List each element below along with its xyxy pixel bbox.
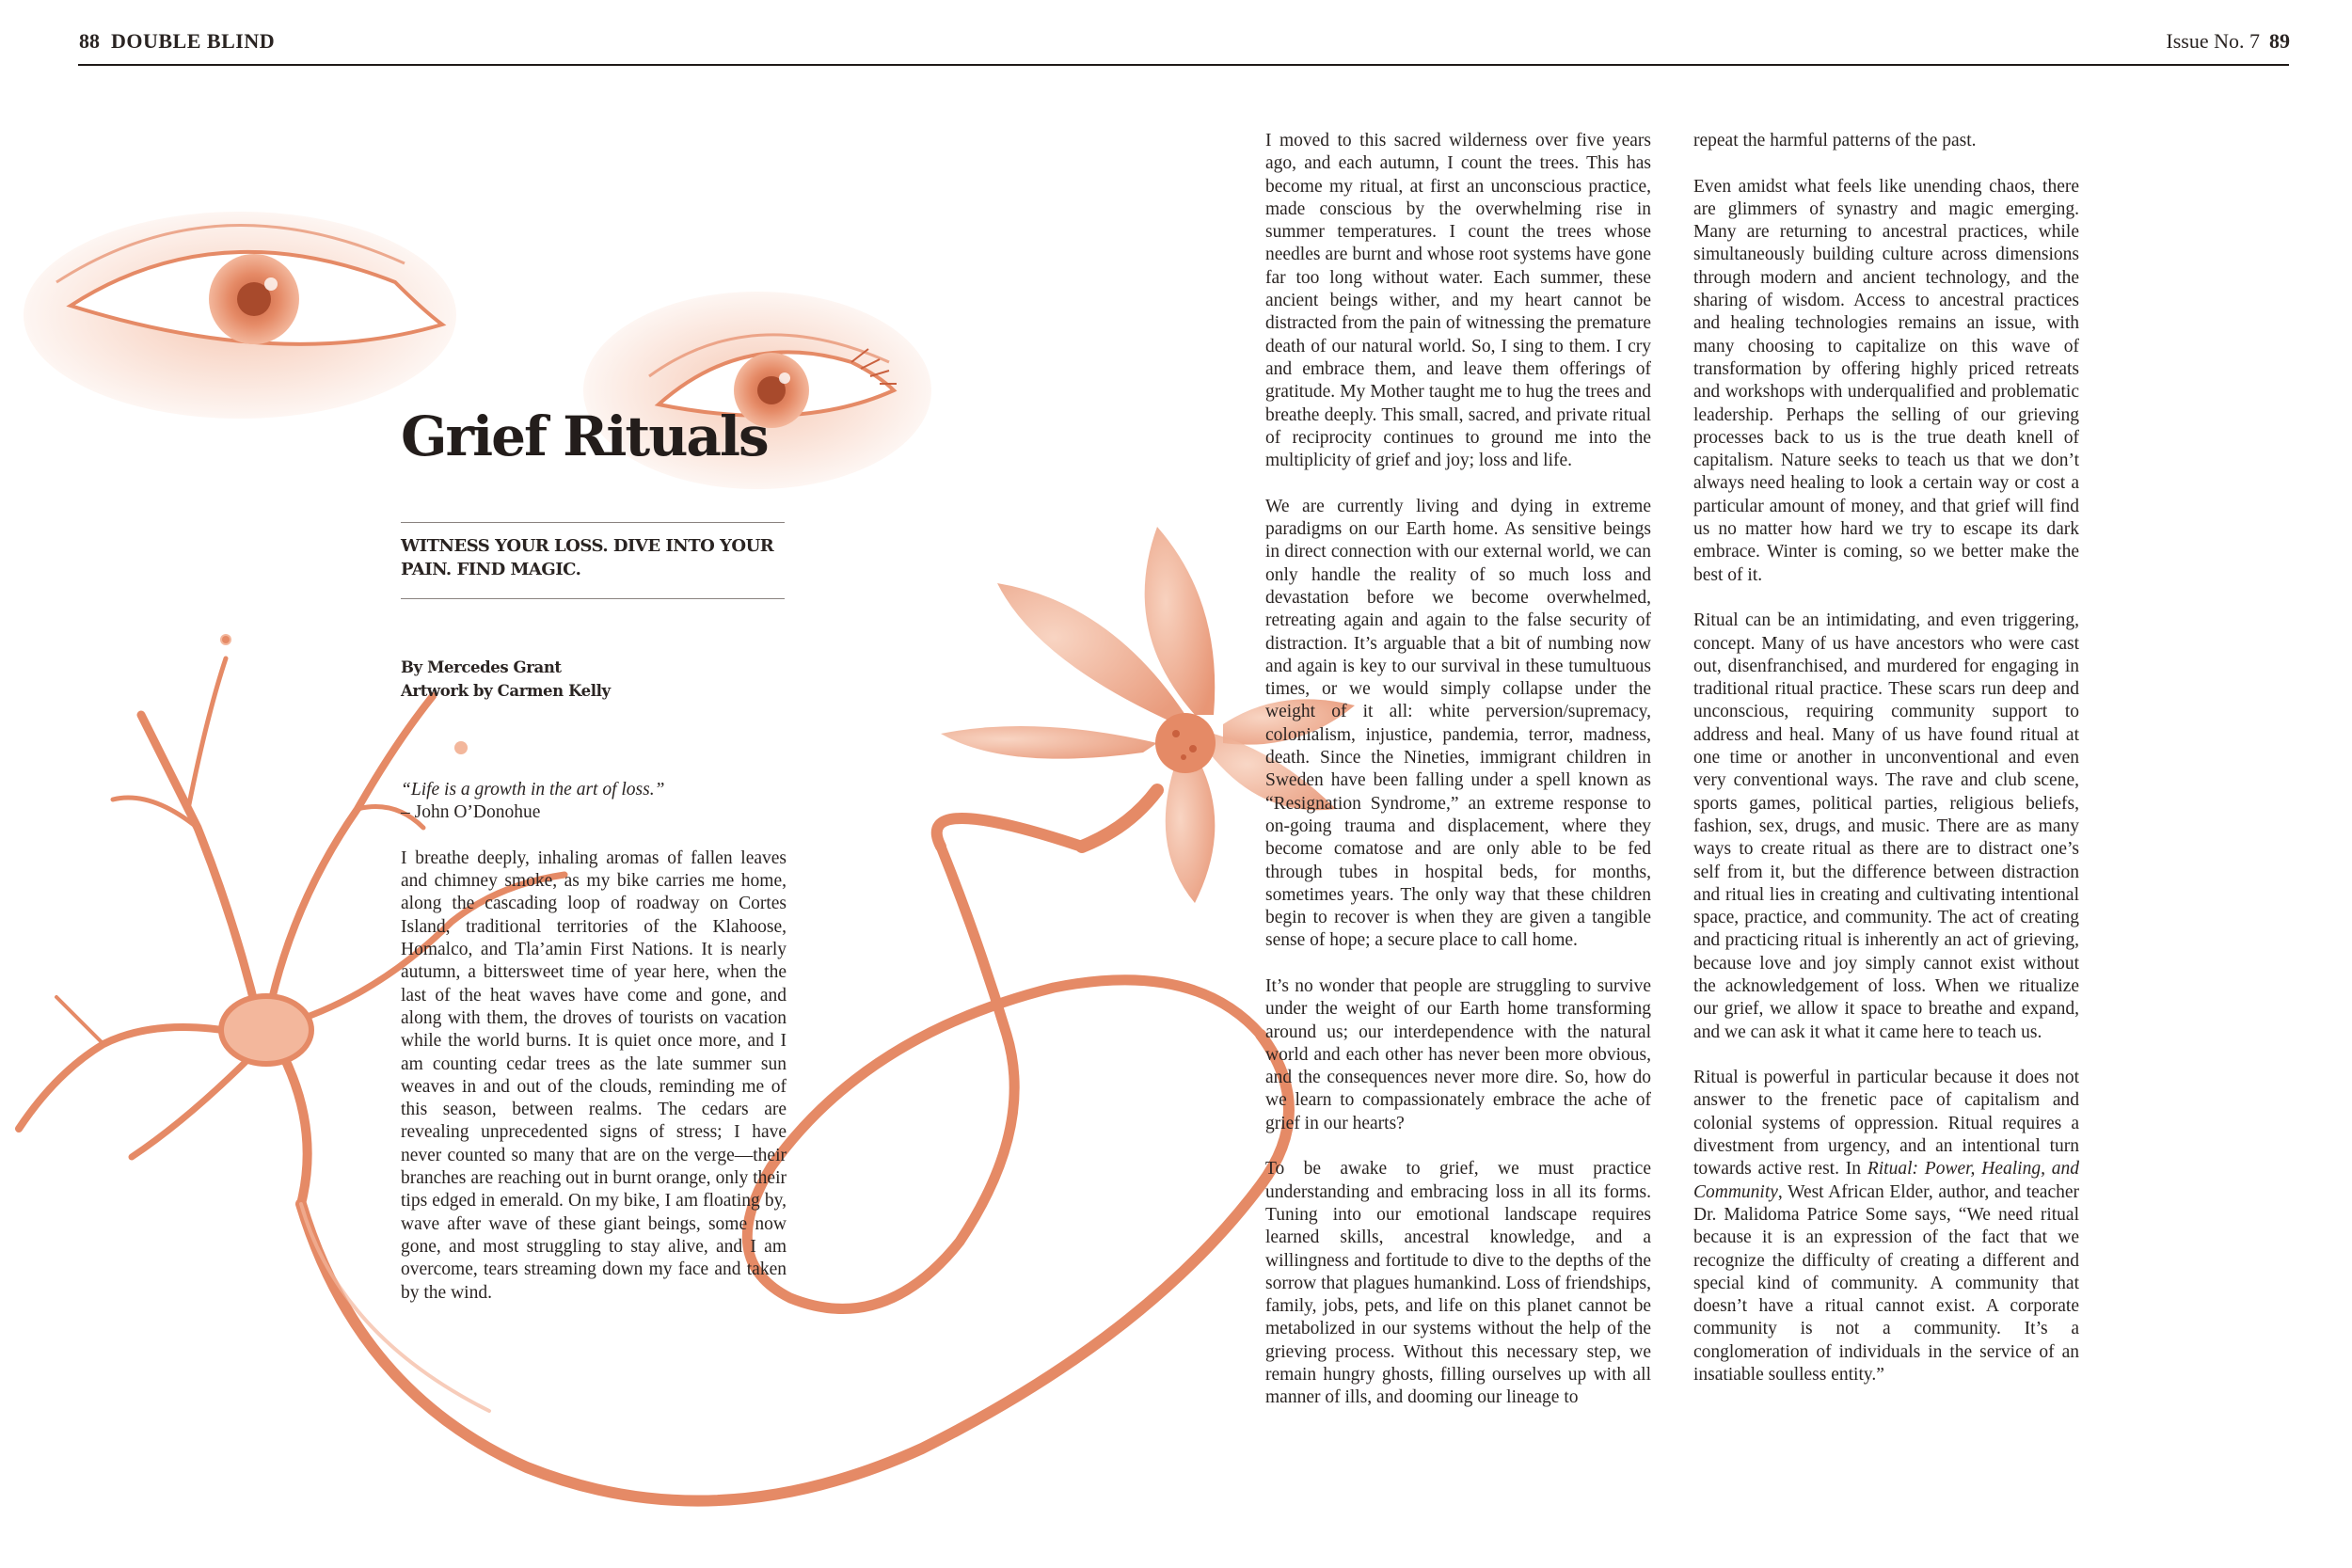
epigraph-attribution: – John O’Donohue xyxy=(401,802,541,823)
paragraph: To be awake to grief, we must practice understanding and embracing loss in all its forms. Tuning into our emotional landscape requires learned skills, ancestral knowledge, and a willingness and fortitude to dive to the depths of the sorrow that plagues humankind. Loss of friendships, family, jobs, pets, and life on this planet cannot be metabolized in our systems without the help of the grieving process. Without this necessary step, we remain hungry ghosts, filling ourselves up with all manner of ills, and dooming our lineage to xyxy=(1265,1159,1651,1408)
article-column-3 xyxy=(1693,130,2079,1410)
header-rule xyxy=(78,64,2289,66)
paragraph: Even amidst what feels like unending chaos, there are glimmers of synastry and magic emerging. Many are returning to ancestral practices, while simultaneously building culture across dimensions through modern and ancient technology, and the sharing of wisdom. Access to ancestral practices and healing technologies remains an issue, with many choosing to capitalize on this wave of transformation by offering highly priced retreats and workshops with underqualified and problematic leadership. Perhaps the selling of our grieving processes back to us is the true death knell of capitalism. Nature seeks to teach us that we don’t always need healing to look a certain way or cost a particular amount of money, and that grief will find us no matter how hard we try to escape its dark embrace. Winter is coming, so we better make the best of it. xyxy=(1693,176,2079,585)
book-title: Ritual: Power, Healing, and Community xyxy=(1693,1159,2080,1202)
artwork-credit: Artwork by Carmen Kelly xyxy=(401,682,611,700)
right-page-number: 89 xyxy=(2269,29,2290,53)
epigraph xyxy=(401,779,787,825)
article-column-2 xyxy=(1265,130,1651,1433)
paragraph: repeat the harmful patterns of the past. xyxy=(1693,131,1977,150)
article-column-1 xyxy=(401,779,787,1327)
paragraph: We are currently living and dying in extreme paradigms on our Earth home. As sensitive beings in direct connection with our external world, we can only handle the reality of so much loss and devastation before we become overwhelmed, retreating again and again to the false security of distraction. It’s arguable that a bit of numbing now and again is key to our survival in these tumultuous times, or we would simply collapse under the weight of it all: white perversion/supremacy, colonialism, injustice, pandemia, terror, madness, death. Since the Nineties, immigrant children in Sweden have been falling under a spell known as “Resignation Syndrome,” an extreme response to on-going trauma and displacement, where they become comatose and are only able to be fed through tubes in hospital beds, for months, sometimes years. The only way that these children begin to recover is when they are given a tangible sense of hope; a secure place to call home. xyxy=(1265,496,1651,951)
article-title: Grief Rituals xyxy=(401,404,768,468)
issue-label: Issue No. 7 xyxy=(2166,29,2260,53)
epigraph-quote: “Life is a growth in the art of loss.” xyxy=(401,780,665,800)
subhead-top-rule xyxy=(401,522,785,523)
paragraph: Ritual can be an intimidating, and even triggering, concept. Many of us have ancestors who were cast out, disenfranchised, and murdered for engaging in traditional ritual practice. These scars run deep and unconscious, requiring community support to address and heal. Many of us have found ritual at one time or another in unconventional and even very conventional ways. The rave and club scene, sports games, political parties, religious beliefs, fashion, sex, drugs, and music. There are as many ways to create ritual as there are to distract one’s self from it, but the difference between distraction and ritual lies in creating and cultivating intentional space, practice, and community. The act of creating and practicing ritual is inherently an act of grieving, because love and joy simply cannot exist without the acknowledgement of loss. When we ritualize our grief, we allow it space to breathe and expand, and we can ask it what it came here to teach us. xyxy=(1693,610,2079,1042)
paragraph-final xyxy=(1693,1067,2079,1386)
paragraph: I breathe deeply, inhaling aromas of fallen leaves and chimney smoke, as my bike carries me home, along the cascading loop of roadway on Cortes Island, traditional territories of the Klahoose, Homalco, and Tla’amin First Nations. It is nearly autumn, a bittersweet time of year here, when the last of the heat waves have come and gone, and along with them, the droves of tourists on vacation while the world burns. It is quiet once more, and I am counting cedar trees as the late summer sun weaves in and out of the clouds, reminding me of this season, between realms. The cedars are revealing unprecedented signs of stress; I have never counted so many that are on the verge—their branches are reaching out in burnt orange, only their tips edged in emerald. On my bike, I am floating by, wave after wave of these giant beings, some now gone, and most struggling to stay alive, and I am overcome, tears streaming down my face and taken by the wind. xyxy=(401,847,787,1303)
header-left xyxy=(79,28,275,55)
subhead-bottom-rule xyxy=(401,598,785,599)
text-run: , West African Elder, author, and teacher Dr. Malidoma Patrice Some says, “We need ritual because it is an expression of the fact that we recognize the difficulty of creating a different and special kind of community. A community that doesn’t have a ritual cannot exist. A corporate community is not a community. It’s a conglomeration of individuals in the service of an insatiable soulless entity.” xyxy=(1693,1181,2079,1386)
magazine-name: DOUBLE BLIND xyxy=(111,29,276,53)
credits xyxy=(401,656,787,703)
article-subhead: WITNESS YOUR LOSS. DIVE INTO YOUR PAIN. FIND MAGIC. xyxy=(401,536,774,579)
byline: By Mercedes Grant xyxy=(401,658,562,676)
paragraph: I moved to this sacred wilderness over five years ago, and each autumn, I count the trees. This has become my ritual, at first an unconscious practice, made conscious by the overwhelming rise in summer temperatures. I count the trees whose needles are burnt and whose root systems have gone far too long without water. Each summer, these ancient beings wither, and my heart cannot be distracted from the pain of witnessing the premature death of our natural world. So, I sing to them. I cry and embrace them, and leave them offerings of gratitude. My Mother taught me to hug the trees and breathe deeply. This small, sacred, and private ritual of reciprocity continues to ground me into the multiplicity of grief and joy; loss and life. xyxy=(1265,131,1651,471)
text-run: Ritual is powerful in particular because it does not answer to the frenetic pace of capitalism and colonial systems of oppression. Ritual requires a divestment from urgency, and an intentional turn towards active rest. In xyxy=(1693,1068,2079,1180)
header-right xyxy=(2166,28,2290,55)
left-page-number: 88 xyxy=(79,29,100,53)
paragraph: It’s no wonder that people are struggling to survive under the weight of our Earth home transforming around us; our interdependence with the natural world and each other has never been more obvious, and the consequences never more dire. So, how do we learn to compassionately embrace the ache of grief in our hearts? xyxy=(1265,975,1651,1133)
